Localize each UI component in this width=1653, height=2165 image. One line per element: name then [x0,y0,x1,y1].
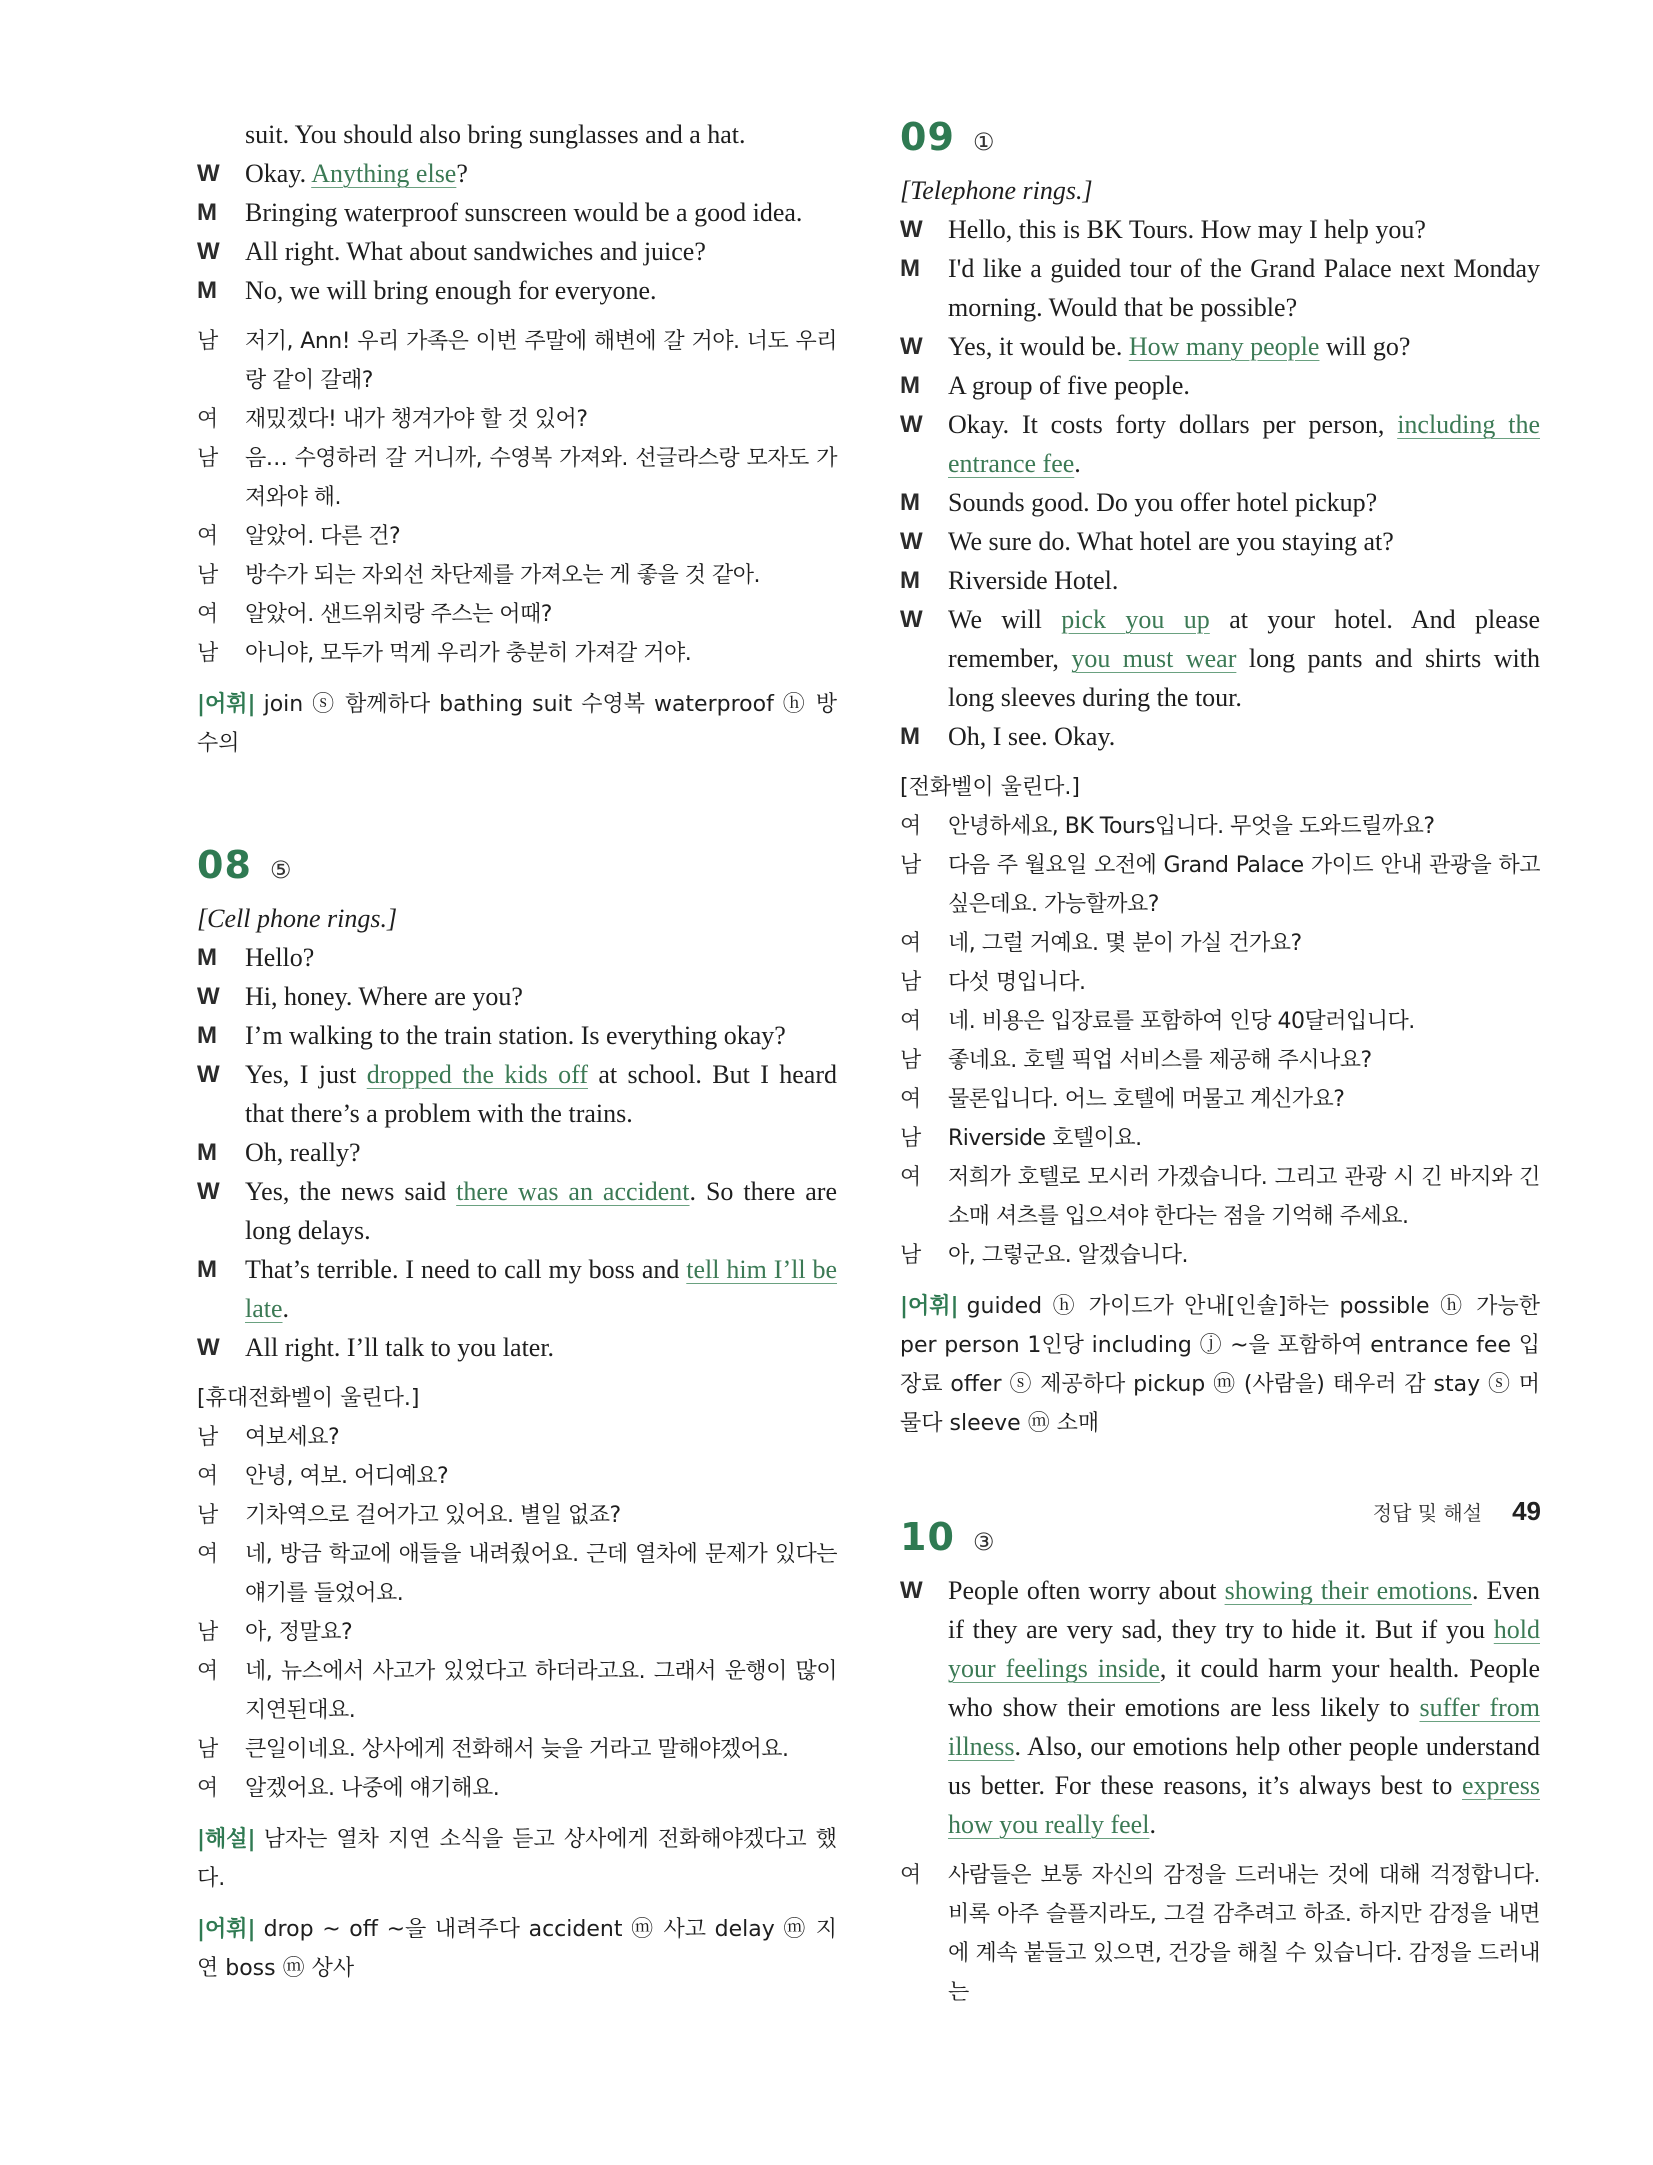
translation-text: 네, 방금 학교에 애들을 내려줬어요. 근데 열차에 문제가 있다는 얘기를 들었어요. [245,1542,837,1606]
monologue-10 [900,1571,1540,1844]
highlighted-phrase: dropped the kids off [366,1060,588,1089]
question-08-header [197,843,837,899]
translation-line [900,1002,1540,1041]
translation-text: 네. 비용은 입장료를 포함하여 인당 40달러입니다. [948,1009,1415,1034]
dialogue-line [900,522,1540,561]
line-text [245,1055,837,1133]
translation-text: 다음 주 월요일 오전에 Grand Palace 가이드 안내 관광을 하고 싶은데요. 가능할까요? [948,853,1540,917]
stage-cue-ko: [전화벨이 울린다.] [900,775,1080,800]
line-text [245,1328,837,1367]
dialogue-line [197,1133,837,1172]
line-text [948,366,1540,405]
text-segment: . [282,1294,290,1323]
text-segment: , it could harm your health. People who show their emotions are less likely to [948,1654,1540,1722]
translation-text: 음… 수영하러 갈 거니까, 수영복 가져와. 선글라스랑 모자도 가져와야 해. [245,446,837,510]
vocab-label: |어휘| [197,1917,256,1942]
text-segment: . [1074,449,1081,478]
speaker-label: 여 [197,1776,218,1801]
text-segment: I'd like a guided tour of the Grand Palace next Monday morning. Would that be possible? [948,254,1540,322]
translation-line [197,439,837,517]
vocab-text: join ⓢ 함께하다 bathing suit 수영복 waterproof ⓗ 방수의 [197,692,837,756]
translation-10 [900,1856,1540,2012]
line-text [245,977,837,1016]
speaker-label: W [900,411,923,438]
text-segment: No, we will bring enough for everyone. [245,276,657,305]
left-column [197,115,837,1988]
translation-text: 네, 뉴스에서 사고가 있었다고 하더라고요. 그래서 운행이 많이 지연된대요. [245,1659,837,1723]
text-segment: Sounds good. Do you offer hotel pickup? [948,488,1378,517]
dialogue-line [197,232,837,271]
stage-cue: [Cell phone rings.] [197,904,398,933]
translation-line [197,1730,837,1769]
speaker-label: 남 [197,1620,218,1645]
text-segment: I’m walking to the train station. Is everything okay? [245,1021,786,1050]
vocab-text: guided ⓗ 가이드가 안내[인솔]하는 possible ⓗ 가능한 per person 1인당 including ⓙ ~을 포함하여 entrance fee 입장료 offer ⓢ 제공하다 pickup ⓜ (사람을) 태우러 감 stay ⓢ 머물다 sleeve ⓜ 소매 [900,1294,1540,1436]
dialogue-line [197,1250,837,1328]
line-text [245,232,837,271]
speaker-label: M [197,199,217,226]
speaker-label: 여 [197,1542,218,1567]
speaker-label: M [197,277,217,304]
dialogue-line [900,366,1540,405]
page-footer [1373,1496,1541,1527]
vocab-text: drop ~ off ~을 내려주다 accident ⓜ 사고 delay ⓜ 지연 boss ⓜ 상사 [197,1917,837,1981]
translation-line [900,924,1540,963]
translation-line [197,322,837,400]
text-segment: . Also, our emotions help other people understand us better. For these reasons, it’s always best to [948,1732,1540,1800]
translation-text: 좋네요. 호텔 픽업 서비스를 제공해 주시나요? [948,1048,1372,1073]
translation-line [197,1535,837,1613]
speaker-label: W [900,216,923,243]
translation-text: 여보세요? [245,1425,340,1450]
dialogue-line [900,405,1540,483]
line-text [245,154,837,193]
speaker-label: 남 [197,641,218,666]
text-segment: at school. But I heard that there’s a problem with the trains. [245,1060,838,1128]
dialogue-08 [197,938,837,1367]
vocab-07 [197,685,837,763]
answer-mark: ③ [972,1528,995,1556]
speaker-label: W [197,1178,220,1205]
translation-line [197,634,837,673]
speaker-label: W [197,238,220,265]
stage-cue-ko: [휴대전화벨이 울린다.] [197,1386,420,1411]
speaker-label: M [197,1022,217,1049]
text-segment: Hello? [245,943,315,972]
translation-text: Riverside 호텔이요. [948,1126,1142,1151]
translation-line [900,1158,1540,1236]
speaker-label: 남 [900,1048,921,1073]
text-segment: . Even if they are very sad, they try to hide it. But if you [948,1576,1541,1644]
line-text [948,210,1540,249]
highlighted-phrase: including the entrance fee [948,410,1540,478]
text-segment: We sure do. What hotel are you staying at? [948,527,1394,556]
dialogue-line [197,154,837,193]
line-text [948,600,1540,717]
dialogue-line [197,115,837,154]
speaker-label: 여 [900,814,921,839]
text-segment: That’s terrible. I need to call my boss and [245,1255,687,1284]
speaker-label: 남 [197,1425,218,1450]
dialogue-line [197,271,837,310]
text-segment: Hi, honey. Where are you? [245,982,523,1011]
text-segment: Okay. It costs forty dollars per person, [948,410,1398,439]
translation-text: 재밌겠다! 내가 챙겨가야 할 것 있어? [245,407,588,432]
text-segment: People often worry about [948,1576,1225,1605]
translation-text: 물론입니다. 어느 호텔에 머물고 계신가요? [948,1087,1345,1112]
translation-text: 저희가 호텔로 모시러 가겠습니다. 그리고 관광 시 긴 바지와 긴 소매 셔츠를 입으셔야 한다는 점을 기억해 주세요. [948,1165,1540,1229]
line-text [245,193,837,232]
dialogue-07-continued [197,115,837,310]
speaker-label: W [197,1061,220,1088]
speaker-label: 여 [197,1659,218,1684]
vocab-09 [900,1287,1540,1443]
speaker-label: W [197,983,220,1010]
speaker-label: 남 [197,1737,218,1762]
translation-08 [197,1418,837,1808]
translation-line [197,1652,837,1730]
speaker-label: M [900,255,920,282]
translation-text: 다섯 명입니다. [948,970,1086,995]
explanation-08 [197,1820,837,1898]
speaker-label: 남 [197,563,218,588]
translation-text: 네, 그럴 거예요. 몇 분이 가실 건가요? [948,931,1302,956]
text-segment: Oh, I see. Okay. [948,722,1116,751]
dialogue-line [900,249,1540,327]
speaker-label: M [900,567,920,594]
text-segment: Yes, I just [245,1060,367,1089]
dialogue-line [197,1016,837,1055]
highlighted-phrase: Anything else [311,159,457,188]
speaker-label: W [900,1577,923,1604]
text-segment: Yes, the news said [245,1177,457,1206]
line-text [245,938,837,977]
dialogue-line [900,210,1540,249]
text-segment: Hello, this is BK Tours. How may I help you? [948,215,1426,244]
text-segment: A group of five people. [948,371,1190,400]
translation-line [197,1418,837,1457]
highlighted-phrase: suffer from illness [948,1693,1541,1761]
translation-text: 사람들은 보통 자신의 감정을 드러내는 것에 대해 걱정합니다. 비록 아주 슬플지라도, 그걸 감추려고 하죠. 하지만 감정을 내면에 계속 붙들고 있으면, 건강을 해칠 수 있습니다. 감정을 드러내는 [948,1863,1540,2005]
text-segment: at your hotel. And please remember, [948,605,1541,673]
translation-07-continued [197,322,837,673]
line-text [948,561,1540,600]
translation-line [900,1236,1540,1275]
dialogue-line [900,561,1540,600]
speaker-label: 남 [900,1243,921,1268]
highlighted-phrase: showing their emotions [1224,1576,1472,1605]
speaker-label: 여 [900,931,921,956]
speaker-label: 여 [197,524,218,549]
question-number: 08 [197,843,252,887]
dialogue-line [197,977,837,1016]
text-segment: Riverside Hotel. [948,566,1119,595]
translation-line [197,400,837,439]
text-segment: Bringing waterproof sunscreen would be a good idea. [245,198,803,227]
dialogue-line [900,327,1540,366]
answer-mark: ① [972,128,995,156]
speaker-label: M [197,1256,217,1283]
line-text [245,1250,837,1328]
explanation-label: |해설| [197,1827,256,1852]
translation-line [900,963,1540,1002]
speaker-label: 남 [197,446,218,471]
text-segment: Yes, it would be. [948,332,1129,361]
question-number: 09 [900,115,955,159]
translation-text: 저기, Ann! 우리 가족은 이번 주말에 해변에 갈 거야. 너도 우리랑 같이 갈래? [245,329,837,393]
highlighted-phrase: hold your feelings inside [948,1615,1540,1683]
translation-text: 아니야, 모두가 먹게 우리가 충분히 가져갈 거야. [245,641,692,666]
translation-line [197,556,837,595]
line-text [948,1571,1540,1844]
speaker-label: M [197,1139,217,1166]
vocab-08 [197,1910,837,1988]
line-text [245,271,837,310]
translation-text: 큰일이네요. 상사에게 전화해서 늦을 거라고 말해야겠어요. [245,1737,789,1762]
text-segment: Oh, really? [245,1138,361,1167]
translation-text: 알았어. 샌드위치랑 주스는 어때? [245,602,552,627]
highlighted-phrase: tell him I’ll be late [245,1255,838,1323]
question-number: 10 [900,1515,955,1559]
translation-line [900,846,1540,924]
translation-text: 알겠어요. 나중에 얘기해요. [245,1776,500,1801]
line-text [245,1016,837,1055]
right-column [900,115,1540,2012]
page-number: 49 [1512,1496,1541,1526]
speaker-label: 남 [900,970,921,995]
text-segment: All right. What about sandwiches and juice? [245,237,706,266]
vocab-label: |어휘| [900,1294,959,1319]
line-text [245,115,837,154]
translation-text: 알았어. 다른 건? [245,524,401,549]
speaker-label: M [900,489,920,516]
speaker-label: W [197,1334,220,1361]
answer-mark: ⑤ [269,856,292,884]
speaker-label: 남 [900,1126,921,1151]
line-text [948,327,1540,366]
speaker-label: M [900,372,920,399]
highlighted-phrase: How many people [1128,332,1320,361]
translation-text: 방수가 되는 자외선 차단제를 가져오는 게 좋을 것 같아. [245,563,760,588]
dialogue-line [197,1172,837,1250]
line-text [948,483,1540,522]
text-segment: ? [456,159,468,188]
line-text [948,405,1540,483]
dialogue-line [900,717,1540,756]
question-09-header [900,115,1540,171]
footer-label: 정답 및 해설 [1372,1501,1483,1525]
translation-09 [900,807,1540,1275]
translation-text: 아, 그렇군요. 알겠습니다. [948,1243,1188,1268]
dialogue-line [900,483,1540,522]
translation-text: 기차역으로 걸어가고 있어요. 별일 없죠? [245,1503,621,1528]
highlighted-phrase: there was an accident [456,1177,690,1206]
dialogue-line [197,193,837,232]
highlighted-phrase: express how you really feel [948,1771,1540,1839]
dialogue-line [197,938,837,977]
translation-line [900,807,1540,846]
dialogue-line [900,600,1540,717]
speaker-label: 여 [900,1009,921,1034]
speaker-label: W [900,528,923,555]
translation-line [197,1769,837,1808]
speaker-label: 여 [900,1087,921,1112]
text-segment: We will [948,605,1062,634]
highlighted-phrase: you must wear [1071,644,1237,673]
translation-line [900,1041,1540,1080]
translation-text: 안녕, 여보. 어디예요? [245,1464,449,1489]
translation-line [197,1496,837,1535]
speaker-label: M [900,723,920,750]
dialogue-line [900,1571,1540,1844]
translation-text: 아, 정말요? [245,1620,353,1645]
translation-line [900,1856,1540,2012]
text-segment: . [1149,1810,1156,1839]
line-text [245,1172,837,1250]
text-segment: suit. You should also bring sunglasses and a hat. [245,120,746,149]
text-segment: long pants and shirts with long sleeves during the tour. [948,644,1540,712]
translation-line [197,1613,837,1652]
translation-line [197,1457,837,1496]
speaker-label: 여 [197,602,218,627]
translation-line [900,1119,1540,1158]
speaker-label: 남 [197,1503,218,1528]
speaker-label: 여 [900,1165,921,1190]
line-text [948,249,1540,327]
translation-line [900,1080,1540,1119]
text-segment: All right. I’ll talk to you later. [245,1333,555,1362]
speaker-label: 남 [197,329,218,354]
highlighted-phrase: pick you up [1061,605,1210,634]
line-text [948,717,1540,756]
dialogue-line [197,1055,837,1133]
speaker-label: W [900,333,923,360]
speaker-label: W [197,160,220,187]
translation-text: 안녕하세요, BK Tours입니다. 무엇을 도와드릴까요? [948,814,1435,839]
line-text [948,522,1540,561]
text-segment: Okay. [245,159,312,188]
vocab-label: |어휘| [197,692,256,717]
translation-line [197,517,837,556]
speaker-label: W [900,606,923,633]
speaker-label: 여 [197,1464,218,1489]
speaker-label: 여 [900,1863,921,1888]
text-segment: will go? [1319,332,1411,361]
stage-cue: [Telephone rings.] [900,176,1093,205]
speaker-label: 여 [197,407,218,432]
speaker-label: 남 [900,853,921,878]
speaker-label: M [197,944,217,971]
explanation-text: 남자는 열차 지연 소식을 듣고 상사에게 전화해야겠다고 했다. [197,1827,837,1891]
translation-line [197,595,837,634]
line-text [245,1133,837,1172]
dialogue-09 [900,210,1540,756]
dialogue-line [197,1328,837,1367]
text-segment: . So there are long delays. [245,1177,837,1245]
